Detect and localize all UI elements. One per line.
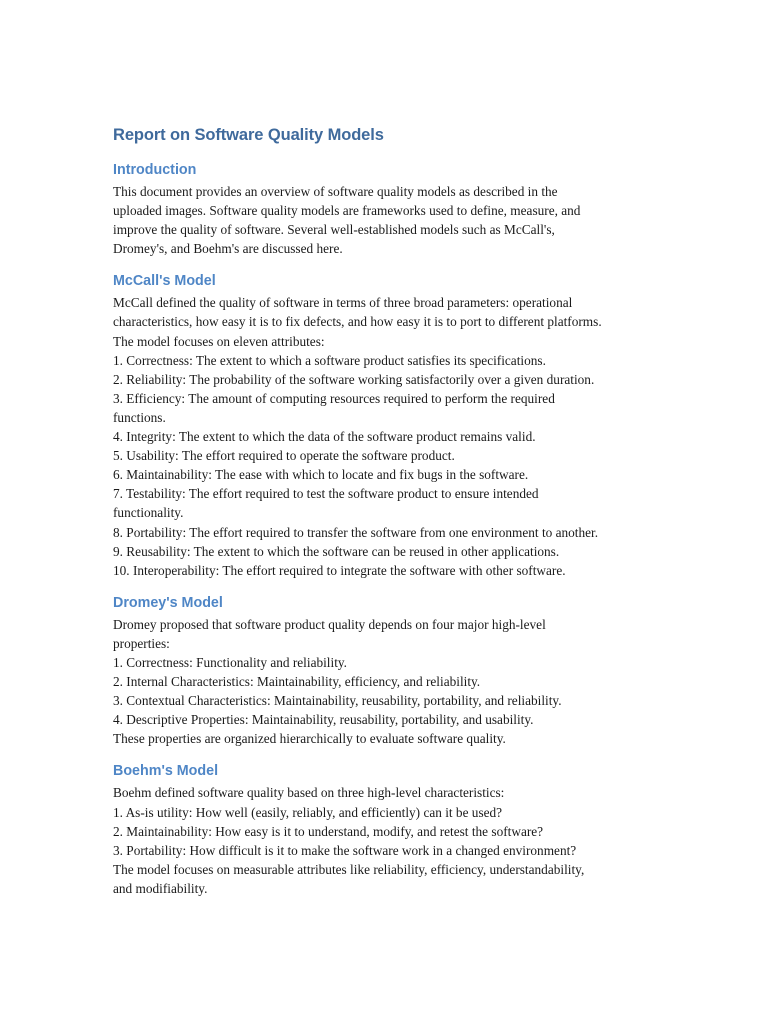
list-item: 7. Testability: The effort required to test the software product to ensure intended [113, 486, 539, 502]
document-title: Report on Software Quality Models [113, 126, 384, 144]
list-item: 8. Portability: The effort required to transfer the software from one environment to another. [113, 524, 599, 540]
list-item: 3. Portability: How difficult is it to make the software work in a changed environment? [113, 842, 577, 858]
section-body [113, 783, 673, 898]
list-item: 5. Usability: The effort required to operate the software product. [113, 448, 455, 464]
list-item: 2. Maintainability: How easy is it to understand, modify, and retest the software? [113, 823, 544, 839]
section-body [113, 615, 673, 749]
text-line: These properties are organized hierarchically to evaluate software quality. [113, 731, 506, 747]
section-heading: Introduction [113, 162, 197, 178]
list-item: 3. Contextual Characteristics: Maintainability, reusability, portability, and reliability. [113, 693, 562, 709]
section-introduction [113, 160, 673, 258]
list-item: 2. Reliability: The probability of the software working satisfactorily over a given duration. [113, 371, 595, 387]
text-line: The model focuses on eleven attributes: [113, 333, 325, 349]
section-boehm [113, 761, 673, 898]
list-item: 9. Reusability: The extent to which the software can be reused in other applications. [113, 543, 560, 559]
text-line: and modifiability. [113, 880, 208, 896]
list-item: 1. As-is utility: How well (easily, reliably, and efficiently) can it be used? [113, 804, 503, 820]
list-item: 4. Descriptive Properties: Maintainability, reusability, portability, and usability. [113, 712, 534, 728]
text-line: characteristics, how easy it is to fix defects, and how easy it is to port to different platforms. [113, 314, 602, 330]
text-line: properties: [113, 635, 170, 651]
section-dromey [113, 593, 673, 749]
section-body [113, 182, 673, 258]
list-item: 4. Integrity: The extent to which the data of the software product remains valid. [113, 429, 536, 445]
section-heading: Boehm's Model [113, 763, 219, 780]
text-line: uploaded images. Software quality models are frameworks used to define, measure, and [113, 203, 581, 219]
text-line: Dromey's, and Boehm's are discussed here. [113, 241, 343, 257]
list-item: 2. Internal Characteristics: Maintainability, efficiency, and reliability. [113, 674, 481, 690]
section-body [113, 293, 673, 579]
list-item: 1. Correctness: Functionality and reliability. [113, 654, 348, 670]
list-item: 10. Interoperability: The effort required to integrate the software with other software. [113, 562, 566, 578]
list-item: 3. Efficiency: The amount of computing resources required to perform the required [113, 390, 555, 406]
list-item: 6. Maintainability: The ease with which to locate and fix bugs in the software. [113, 467, 529, 483]
section-mccall [113, 271, 673, 579]
text-line: McCall defined the quality of software in terms of three broad parameters: operational [113, 295, 573, 311]
section-heading: Dromey's Model [113, 594, 223, 611]
document-content [113, 124, 673, 911]
text-line: Dromey proposed that software product quality depends on four major high-level [113, 616, 546, 632]
list-item: functionality. [113, 505, 184, 521]
text-line: Boehm defined software quality based on three high-level characteristics: [113, 785, 505, 801]
list-item: 1. Correctness: The extent to which a software product satisfies its specifications. [113, 352, 546, 368]
text-line: The model focuses on measurable attributes like reliability, efficiency, understandability, [113, 861, 585, 877]
section-heading: McCall's Model [113, 273, 216, 290]
text-line: improve the quality of software. Several well-established models such as McCall's, [113, 222, 555, 238]
text-line: This document provides an overview of software quality models as described in the [113, 184, 558, 199]
list-item: functions. [113, 409, 166, 425]
